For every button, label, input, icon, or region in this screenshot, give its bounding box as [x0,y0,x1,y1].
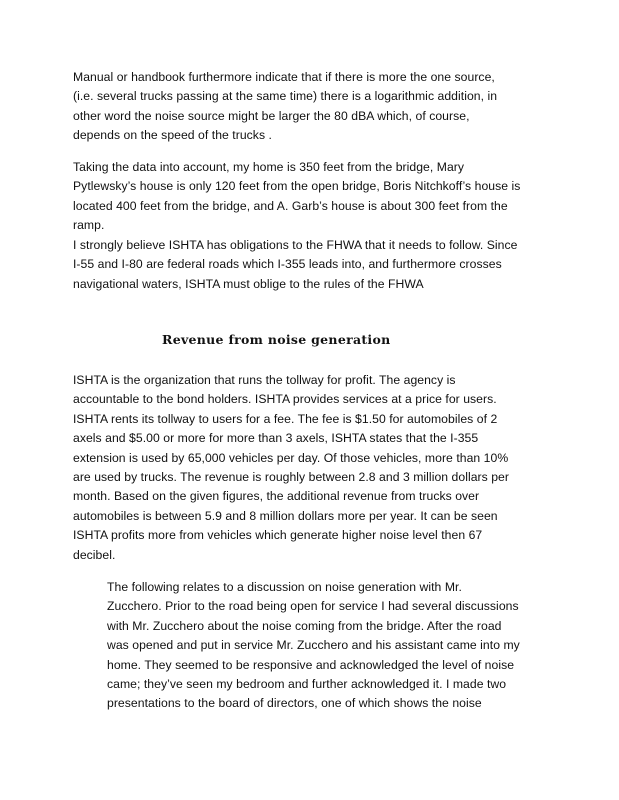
text-line: decibel. [73,547,116,562]
text-line: Zucchero. Prior to the road being open for service I had several discussions [107,599,519,614]
text-line: located 400 feet from the bridge, and A. Garb’s house is about 300 feet from the [73,198,508,213]
text-line: The following relates to a discussion on noise generation with Mr. [107,580,462,594]
text-line: Taking the data into account, my home is 350 feet from the bridge, Mary [73,160,465,174]
section-heading-revenue: Revenue from noise generation [162,332,391,347]
text-line: accountable to the bond holders. ISHTA provides services at a price for users. [73,392,497,407]
text-line: with Mr. Zucchero about the noise coming from the bridge. After the road [107,618,502,633]
text-line: depends on the speed of the trucks . [73,128,272,143]
text-line: Pytlewsky’s house is only 120 feet from the open bridge, Boris Nitchkoff’s house is [73,179,521,194]
text-line: I strongly believe ISHTA has obligations to the FHWA that it needs to follow. Since [73,238,518,252]
text-line: home. They seemed to be responsive and acknowledged the level of noise [107,657,515,672]
text-line: ISHTA is the organization that runs the tollway for profit. The agency is [73,373,456,387]
text-line: ramp. [73,218,105,233]
text-line: Manual or handbook furthermore indicate that if there is more the one source, [73,70,495,84]
text-line: navigational waters, ISHTA must oblige to the rules of the FHWA [73,276,424,291]
paragraph-ishta-revenue [73,371,509,565]
text-line: automobiles is between 5.9 and 8 million dollars more per year. It can be seen [73,508,498,523]
text-line: are used by trucks. The revenue is roughly between 2.8 and 3 million dollars per [73,470,509,485]
text-line: (i.e. several trucks passing at the same time) there is a logarithmic addition, in [73,89,498,104]
text-line: other word the noise source might be larger the 80 dBA which, of course, [73,108,470,123]
paragraph-house-distances [73,158,520,236]
text-line: I-55 and I-80 are federal roads which I-355 leads into, and furthermore crosses [73,257,502,272]
text-line: extension is used by 65,000 vehicles per day. Of those vehicles, more than 10% [73,450,509,465]
paragraph-noise-sources [73,68,497,146]
text-line: came; they’ve seen my bedroom and further acknowledged it. I made two [107,677,507,692]
text-line: ISHTA profits more from vehicles which generate higher noise level then 67 [73,528,483,543]
text-line: presentations to the board of directors, one of which shows the noise [107,696,482,711]
text-line: axels and $5.00 or more for more than 3 axels, ISHTA states that the I-355 [73,431,479,446]
text-line: ISHTA rents its tollway to users for a fee. The fee is $1.50 for automobiles of 2 [73,411,498,426]
paragraph-zucchero-discussion [107,578,520,714]
paragraph-fhwa-obligations [73,236,517,294]
text-line: month. Based on the given figures, the additional revenue from trucks over [73,489,480,504]
text-line: was opened and put in service Mr. Zucchero and his assistant came into my [107,638,520,653]
